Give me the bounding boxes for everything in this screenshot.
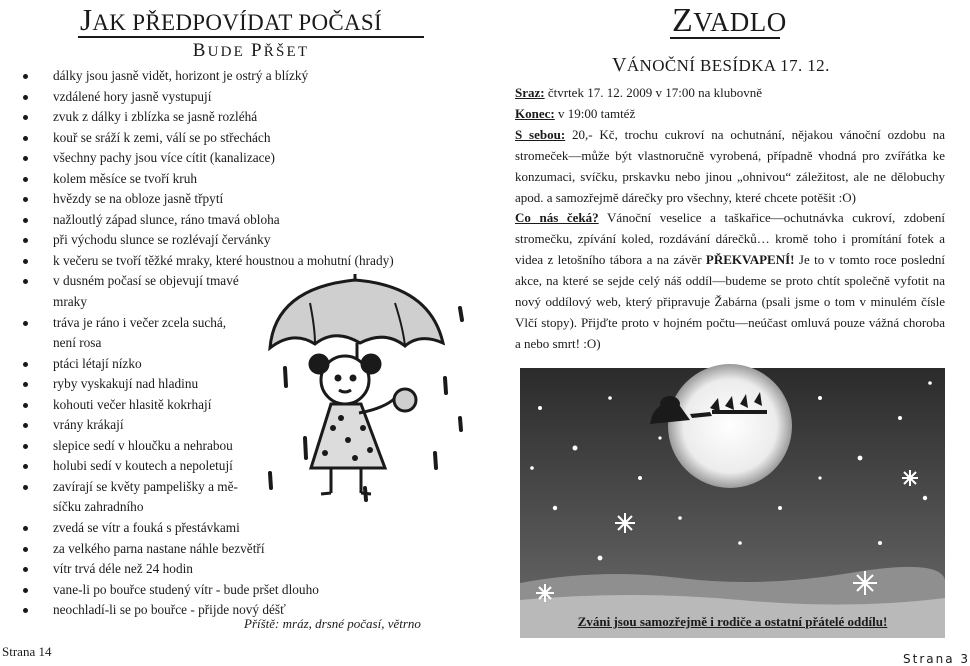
expect-text-2: Je to v tomto roce poslední akce, na které se sejde celý náš oddíl—budeme se proto chtít společně vyfotit na nový oddílový web, který připravuje Žabárna (psali jsme o tom v minulém čísle Vlčí stopy). Přijďte proto v hojném počtu—neúčast omluvá pouze vážná choroba a nebo smrt! :O) bbox=[515, 252, 945, 351]
subtitle-b: B bbox=[192, 40, 208, 61]
list-item: kohouti večer hlasitě kokrhají bbox=[0, 395, 394, 416]
expect-label: Co nás čeká? bbox=[515, 210, 599, 226]
list-item: vane-li po bouřce studený vítr - bude pršet dlouho bbox=[0, 580, 394, 601]
page-number-right: Strana 3 bbox=[903, 652, 970, 666]
list-item: v dusném počasí se objevují tmavé bbox=[0, 271, 394, 292]
christmas-night-picture bbox=[520, 368, 945, 638]
meet-line bbox=[515, 83, 945, 104]
list-item: kolem měsíce se tvoří kruh bbox=[0, 169, 394, 190]
end-line bbox=[515, 104, 945, 125]
meet-text: čtvrtek 17. 12. 2009 v 17:00 na klubovně bbox=[544, 85, 762, 100]
list-item: při východu slunce se rozlévají červánky bbox=[0, 230, 394, 251]
event-title bbox=[612, 54, 830, 77]
list-item: hvězdy se na obloze jasně třpytí bbox=[0, 189, 394, 210]
list-item: za velkého parna nastane náhle bezvětří bbox=[0, 539, 394, 560]
list-item: zvedá se vítr a fouká s přestávkami bbox=[0, 518, 394, 539]
right-title-rest: VADLO bbox=[693, 7, 787, 37]
end-label: Konec: bbox=[515, 105, 555, 121]
list-item: holubi sedí v koutech a nepoletují bbox=[0, 456, 394, 477]
list-item: vzdálené hory jasně vystupují bbox=[0, 87, 394, 108]
welcome-note: Zváni jsou samozřejmě i rodiče a ostatní přátelé oddílu! bbox=[577, 614, 888, 629]
list-item: není rosa bbox=[53, 335, 102, 351]
subtitle-part1: UDE bbox=[207, 44, 251, 60]
page-number-left: Strana 14 bbox=[2, 644, 52, 659]
umbrella bbox=[270, 274, 443, 348]
list-item: mraky bbox=[53, 294, 87, 310]
expect-text-1: Vánoční veselice a taškařice—ochutnávka cukroví, zdobení stromečku, zpívání koled, rozdávání dárečků… kromě toho i promítání fotek a videa z letošního tábora a na závěr bbox=[515, 210, 945, 268]
girl-with-umbrella-illustration bbox=[245, 268, 475, 518]
list-item: vrány krákají bbox=[0, 415, 394, 436]
list-item: slepice sedí v hloučku a nehrabou bbox=[0, 436, 394, 457]
right-page-title bbox=[672, 2, 787, 40]
bring-label: S sebou: bbox=[515, 126, 566, 142]
title-initial: J bbox=[80, 2, 93, 37]
list-item: dálky jsou jasně vidět, horizont je ostrý a blízký bbox=[0, 66, 394, 87]
left-page-title bbox=[80, 2, 440, 38]
event-info bbox=[515, 83, 945, 355]
right-title-underline bbox=[670, 37, 780, 39]
list-item: nažloutlý západ slunce, ráno tmavá obloha bbox=[0, 210, 394, 231]
event-title-initial: V bbox=[612, 54, 627, 76]
subtitle-part2: ŘŠET bbox=[263, 44, 310, 60]
bring-paragraph bbox=[515, 125, 945, 209]
list-item: vítr trvá déle než 24 hodin bbox=[0, 559, 394, 580]
event-title-rest: ÁNOČNÍ BESÍDKA 17. 12. bbox=[626, 56, 830, 75]
list-item: tráva je ráno i večer zcela suchá, bbox=[0, 313, 394, 334]
list-item: síčku zahradního bbox=[53, 499, 144, 515]
right-title-initial: Z bbox=[672, 2, 694, 39]
list-item: zavírají se květy pampelišky a mě- bbox=[0, 477, 394, 498]
list-item: k večeru se tvoří těžké mraky, které houstnou a mohutní (hrady) bbox=[0, 251, 394, 272]
next-issue-note: Příště: mráz, drsné počasí, větrno bbox=[244, 616, 421, 631]
subtitle-p: P bbox=[251, 40, 264, 61]
list-item: ryby vyskakují nad hladinu bbox=[0, 374, 394, 395]
left-page-subtitle bbox=[78, 40, 424, 62]
moon bbox=[668, 364, 792, 488]
list-item: všechny pachy jsou více cítit (kanalizace) bbox=[0, 148, 394, 169]
title-underline bbox=[78, 36, 424, 38]
list-item: neochladí-li se po bouřce - přijde nový déšť bbox=[0, 600, 394, 621]
girl bbox=[310, 343, 416, 494]
meet-label: Sraz: bbox=[515, 85, 545, 100]
bring-text: 20,- Kč, trochu cukroví na ochutnání, nějakou vánoční ozdobu na stromeček—může být vlastnoručně vyrobená, případně vhodná pro zvířátka ke konzumaci, svíčku, prskavku nebo jinou „ohnivou“ záležitost, ale ne dělobuchy apod. a samozřejmě dárečky pro všechny, které chcete potěšit :O) bbox=[515, 126, 945, 205]
title-rest: AK PŘEDPOVÍDAT POČASÍ bbox=[92, 10, 382, 35]
list-item: kouř se sráží k zemi, válí se po střechách bbox=[0, 128, 394, 149]
list-item: zvuk z dálky i zblízka se jasně rozléhá bbox=[0, 107, 394, 128]
list-item: ptáci létají nízko bbox=[0, 354, 394, 375]
surprise-text: PŘEKVAPENÍ! bbox=[705, 252, 795, 268]
end-text: v 19:00 tamtéž bbox=[554, 105, 636, 121]
expect-paragraph bbox=[515, 208, 945, 354]
